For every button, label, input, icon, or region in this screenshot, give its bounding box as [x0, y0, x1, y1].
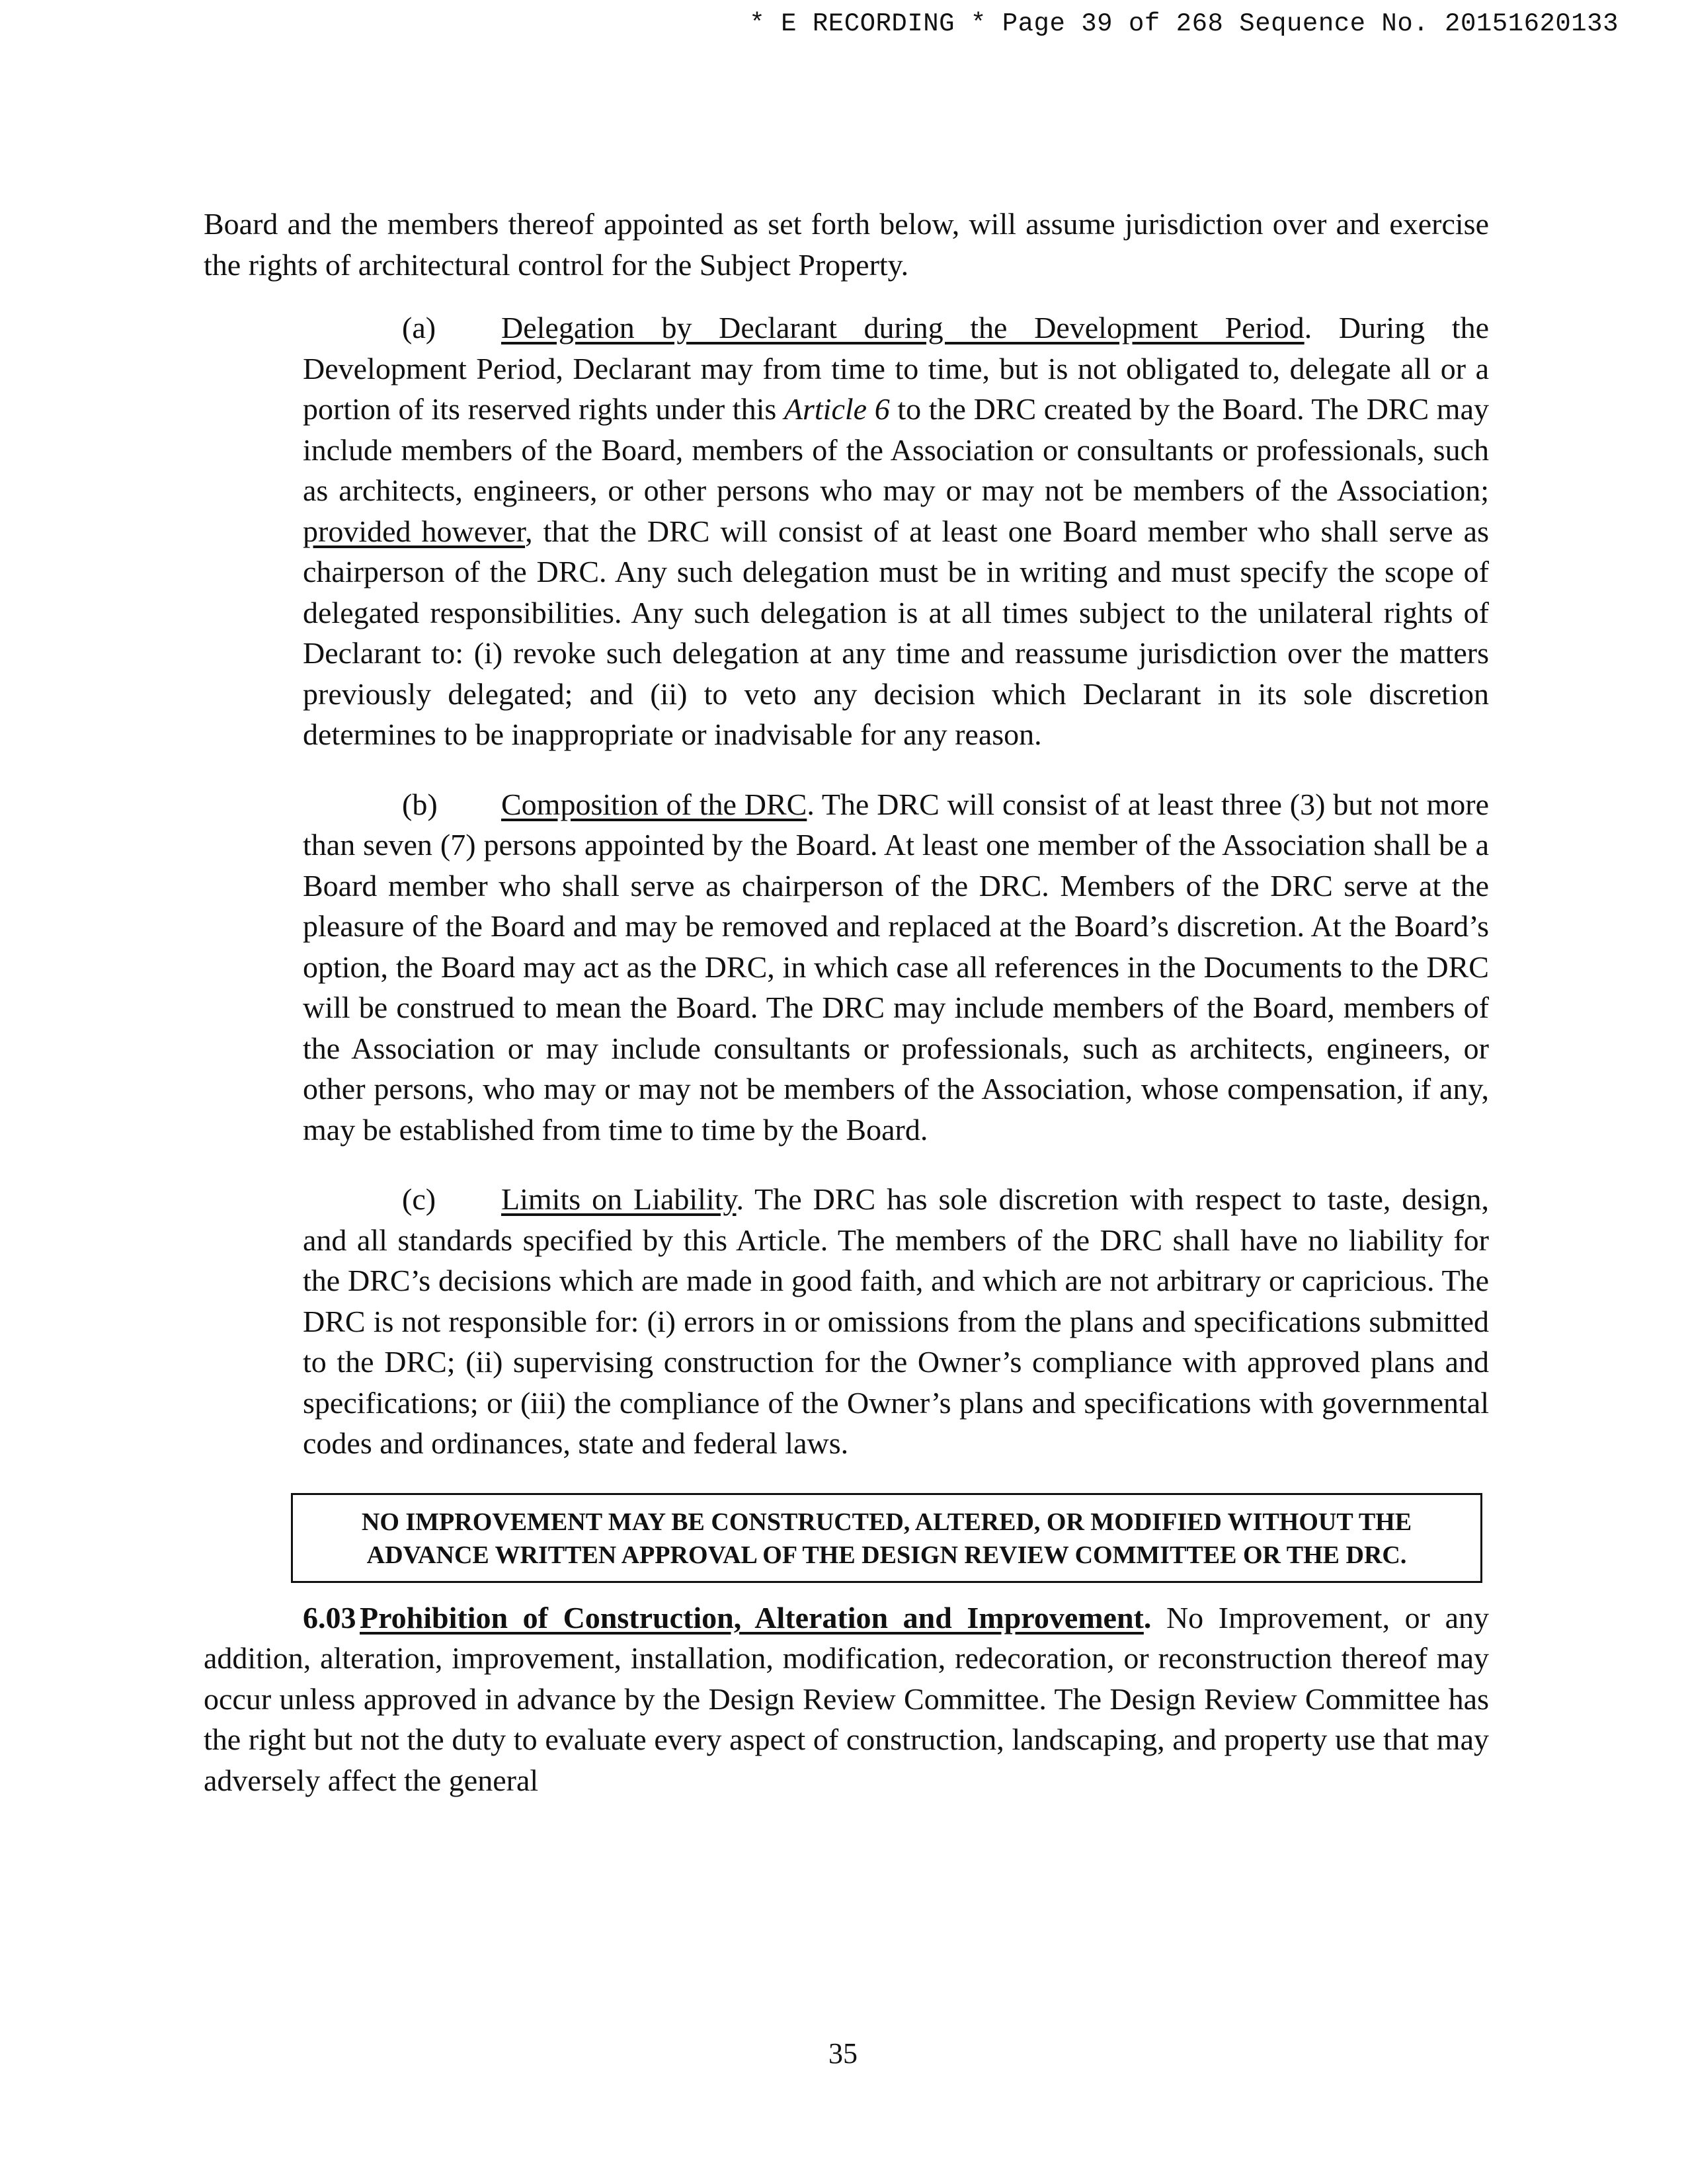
subsection-heading: Limits on Liability [501, 1182, 737, 1216]
article-reference: Article 6 [783, 392, 890, 426]
subsection-text: During the Development Period, Declarant may from time to time, but is not obligated to, delegate all or a portion of its reserved rights under this [303, 311, 1489, 426]
intro-paragraph: Board and the members thereof appointed as set forth below, will assume jurisdiction over and exercise the rights of architectural control for the Subject Property. [204, 207, 1489, 282]
section-6-03: 6.03 Prohibition of Construction, Alteration and Improvement. No Improvement, or any addition, alteration, improvement, installation, modification, redecoration, or reconstruction thereof may occur unless approved in advance by the Design Review Committee. The Design Review Committee has the right but not the duty to evaluate every aspect of construction, landscaping, and property use that may adversely affect the general [204, 1598, 1489, 1801]
subsection-text: to the DRC created by the Board. The DRC may include members of the Board, members of the Association or consultants or professionals, such as architects, engineers, or other persons who may or may not be members of the Association; [303, 392, 1489, 507]
subsection-c: (c) Limits on Liability. The DRC has sole discretion with respect to taste, design, and all standards specified by this Article. The members of the DRC shall have no liability for the DRC’s decisions which are made in good faith, and which are not arbitrary or capricious. The DRC is not responsible for: (i) errors in or omissions from the plans and specifications submitted to the DRC; (ii) supervising construction for the Owner’s compliance with approved plans and specifications; or (iii) the compliance of the Owner’s plans and specifications with governmental codes and ordinances, state and federal laws. [303, 1179, 1489, 1464]
section-number: 6.03 [303, 1600, 356, 1635]
recording-stamp: * E RECORDING * Page 39 of 268 Sequence No. 20151620133 [749, 9, 1619, 38]
document-body [204, 204, 1489, 1800]
subsection-text: The DRC has sole discretion with respect to taste, design, and all standards specified by this Article. The members of the DRC shall have no liability for the DRC’s decisions which are made in good faith, and which are not arbitrary or capricious. The DRC is not responsible for: (i) errors in or omissions from the plans and specifications submitted to the DRC; (ii) supervising construction for the Owner’s compliance with approved plans and specifications; or (iii) the compliance of the Owner’s plans and specifications with governmental codes and ordinances, state and federal laws. [303, 1182, 1489, 1460]
notice-line: ADVANCE WRITTEN APPROVAL OF THE DESIGN REVIEW COMMITTEE OR THE DRC. [366, 1541, 1407, 1569]
notice-box [291, 1493, 1482, 1583]
subsection-b: (b) Composition of the DRC. The DRC will consist of at least three (3) but not more than seven (7) persons appointed by the Board. At least one member of the Association shall be a Board member who shall serve as chairperson of the DRC. Members of the DRC serve at the pleasure of the Board and may be removed and replaced at the Board’s discretion. At the Board’s option, the Board may act as the DRC, in which case all references in the Documents to the DRC will be construed to mean the Board. The DRC may include members of the Board, members of the Association or may include consultants or professionals, such as architects, engineers, or other persons, who may or may not be members of the Association, whose compensation, if any, may be established from time to time by the Board. [303, 784, 1489, 1151]
subsection-text: The DRC will consist of at least three (3) but not more than seven (7) persons appointed by the Board. At least one member of the Association shall be a Board member who shall serve as chairperson of the DRC. Members of the DRC serve at the pleasure of the Board and may be removed and replaced at the Board’s discretion. At the Board’s option, the Board may act as the DRC, in which case all references in the Documents to the DRC will be construed to mean the Board. The DRC may include members of the Board, members of the Association or may include consultants or professionals, such as architects, engineers, or other persons, who may or may not be members of the Association, whose compensation, if any, may be established from time to time by the Board. [303, 787, 1489, 1147]
subsection-a: (a) Delegation by Declarant during the Development Period. During the Development Period, Declarant may from time to time, but is not obligated to, delegate all or a portion of its reserved rights under this Article 6 to the DRC created by the Board. The DRC may include members of the Board, members of the Association or consultants or professionals, such as architects, engineers, or other persons who may or may not be members of the Association; provided however, that the DRC will consist of at least one Board member who shall serve as chairperson of the DRC. Any such delegation must be in writing and must specify the scope of delegated responsibilities. Any such delegation is at all times subject to the unilateral rights of Declarant to: (i) revoke such delegation at any time and reassume jurisdiction over the matters previously delegated; and (ii) to veto any decision which Declarant in its sole discretion determines to be inappropriate or inadvisable for any reason. [303, 307, 1489, 755]
notice-line: NO IMPROVEMENT MAY BE CONSTRUCTED, ALTERED, OR MODIFIED WITHOUT THE [361, 1508, 1412, 1536]
subsection-label: (b) [402, 787, 438, 821]
subsection-text: , that the DRC will consist of at least one Board member who shall serve as chairperson of the DRC. Any such delegation must be in writing and must specify the scope of delegated responsibilities. Any such delegation is at all times subject to the unilateral rights of Declarant to: (i) revoke such delegation at any time and reassume jurisdiction over the matters previously delegated; and (ii) to veto any decision which Declarant in its sole discretion determines to be inappropriate or inadvisable for any reason. [303, 514, 1489, 751]
proviso-phrase: provided however [303, 514, 526, 548]
subsection-heading: Composition of the DRC [501, 787, 807, 821]
subsection-label: (a) [402, 311, 436, 344]
page-number: 35 [828, 2037, 858, 2070]
subsection-label: (c) [402, 1182, 436, 1216]
subsection-heading: Delegation by Declarant during the Development Period [501, 311, 1305, 344]
section-text: No Improvement, or any addition, alteration, improvement, installation, modification, redecoration, or reconstruction thereof may occur unless approved in advance by the Design Review Committee. The Design Review Committee has the right but not the duty to evaluate every aspect of construction, landscaping, and property use that may adversely affect the general [204, 1600, 1489, 1797]
section-title: Prohibition of Construction, Alteration and Improvement [360, 1600, 1144, 1635]
